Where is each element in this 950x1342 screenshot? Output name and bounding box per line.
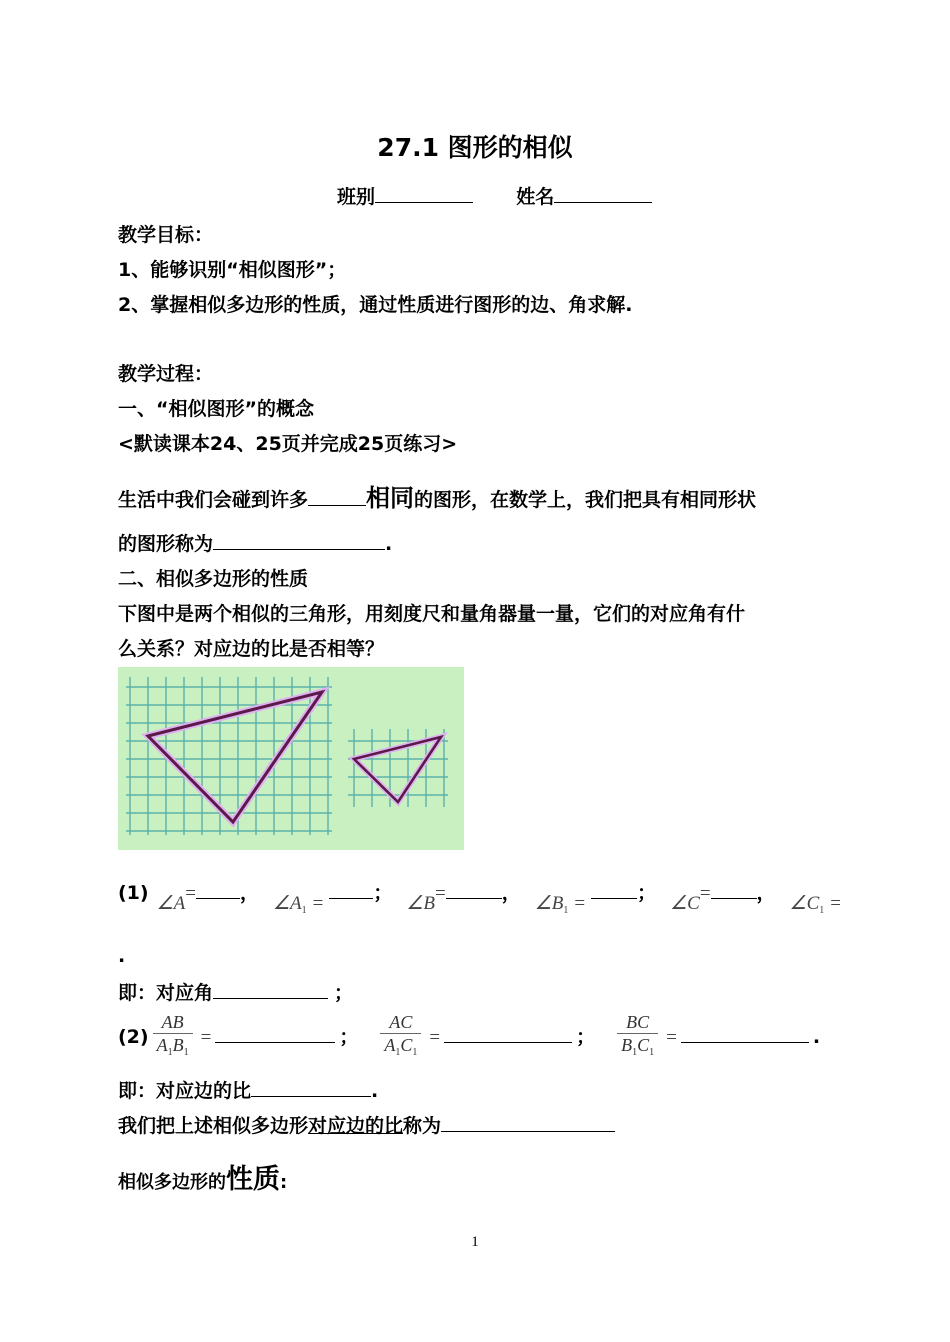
angle-item [406,882,521,914]
equals-sign: = [429,1027,441,1048]
ratios-row [118,1011,820,1064]
question-line2: 么关系？对应边的比是否相等？ [118,638,385,660]
we-text-c: 称为 [403,1115,442,1137]
class-label: 班别 [337,186,376,208]
name-blank[interactable] [554,184,652,203]
angle-blank[interactable] [329,880,373,899]
separator: ； [637,882,657,904]
angles-trailing-period: . [118,945,126,967]
goal-item-2: 2、掌握相似多边形的性质，通过性质进行图形的边、角求解. [118,294,633,316]
ratio-blank[interactable] [215,1024,335,1043]
ratio-item [617,1012,821,1058]
similarity-ratio-line [118,1111,615,1138]
fraction-numerator: BC [617,1011,658,1034]
angle-symbol: $\angle C_1$ [789,893,825,916]
equals-sign: = [830,893,841,914]
class-blank[interactable] [375,184,473,203]
angle-blank[interactable] [711,880,757,899]
goals-heading: 教学目标： [118,224,214,246]
separator: ； [373,882,393,904]
para1-emphasis: 相同 [366,484,415,512]
process-heading: 教学过程： [118,363,214,385]
concept-paragraph-line1 [118,478,756,513]
separator: . [812,1026,821,1048]
property-text-a: 相似多边形的 [118,1172,226,1193]
ratio-blank[interactable] [444,1024,572,1043]
para1-text-a: 生活中我们会碰到许多 [118,489,309,511]
part-1-label: (1) [118,882,149,904]
goal-item-1: 1、能够识别“相似图形”； [118,259,347,281]
fraction-numerator: AB [153,1011,193,1034]
angle-symbol: $\angle B_1$ [534,893,569,916]
angles-relation-blank[interactable] [213,980,328,999]
property-colon: : [280,1172,288,1193]
separator: ； [339,1026,359,1048]
separator: ， [239,882,259,904]
equals-sign: = [434,883,446,904]
section-2-heading: 二、相似多边形的性质 [118,568,309,590]
angle-item [534,882,657,916]
equals-sign: = [699,883,711,904]
angle-symbol: ∠B [406,893,435,914]
separator: ， [501,882,521,904]
para2-period: . [385,533,393,555]
we-text-a: 我们把上述相似多边形 [118,1115,309,1137]
page-number: 1 [471,1234,479,1250]
similar-figure-blank[interactable] [213,531,385,550]
separator: ； [576,1026,596,1048]
corresponding-sides-line [118,1076,378,1103]
part-2-label: (2) [118,1026,149,1048]
equals-sign: = [200,1027,212,1048]
ratio-blank[interactable] [681,1024,809,1043]
separator: ， [756,882,776,904]
sides-ratio-blank[interactable] [251,1078,371,1097]
angle-symbol: ∠A [156,893,186,914]
angle-item [789,882,847,916]
ie1-end: ； [334,982,354,1004]
class-name-row [337,182,652,209]
angle-blank[interactable] [591,880,637,899]
section-1-heading: 一、“相似图形”的概念 [118,398,314,420]
concept-paragraph-line2 [118,529,392,556]
equals-sign: = [666,1027,677,1048]
equals-sign: = [574,893,586,914]
property-emphasis: 性质 [226,1164,280,1195]
angle-blank[interactable] [446,880,502,899]
para1-text-c: 的图形，在数学上，我们把具有相同形状 [414,489,757,511]
para2-text: 的图形称为 [118,533,214,555]
fraction-denominator: $A_1C_1$ [384,1035,418,1058]
ratio-item [153,1012,359,1058]
fraction-denominator: $B_1C_1$ [621,1035,655,1058]
ratio-fraction [617,1011,658,1064]
angle-item [156,882,259,914]
angles-row [118,878,847,916]
ie1-text: 即：对应角 [118,982,214,1004]
angle-item [272,882,393,916]
angle-symbol: ∠C [670,893,700,914]
we-underlined-term: 对应边的比 [308,1115,404,1137]
ratio-item [380,1012,596,1058]
angle-symbol: $\angle A_1$ [272,893,307,916]
ie2-text: 即：对应边的比 [118,1080,252,1102]
ratio-fraction [380,1011,421,1064]
fraction-denominator: $A_1B_1$ [156,1035,189,1058]
equals-sign: = [185,883,196,904]
page-title: 27.1 图形的相似 [377,133,573,162]
name-label: 姓名 [516,186,555,208]
reading-instruction: <默读课本24、25页并完成25页练习> [118,433,458,455]
fraction-numerator: AC [380,1011,421,1034]
similarity-ratio-blank[interactable] [441,1113,615,1132]
property-heading [118,1157,287,1196]
angle-blank[interactable] [196,880,240,899]
similar-triangles-figure [118,667,464,850]
equals-sign: = [312,893,324,914]
ie2-end: . [371,1080,379,1102]
para1-blank[interactable] [308,487,366,506]
corresponding-angles-line [118,978,353,1005]
question-line1: 下图中是两个相似的三角形，用刻度尺和量角器量一量，它们的对应角有什 [118,603,746,625]
angle-item [670,882,776,914]
ratio-fraction [153,1011,193,1064]
